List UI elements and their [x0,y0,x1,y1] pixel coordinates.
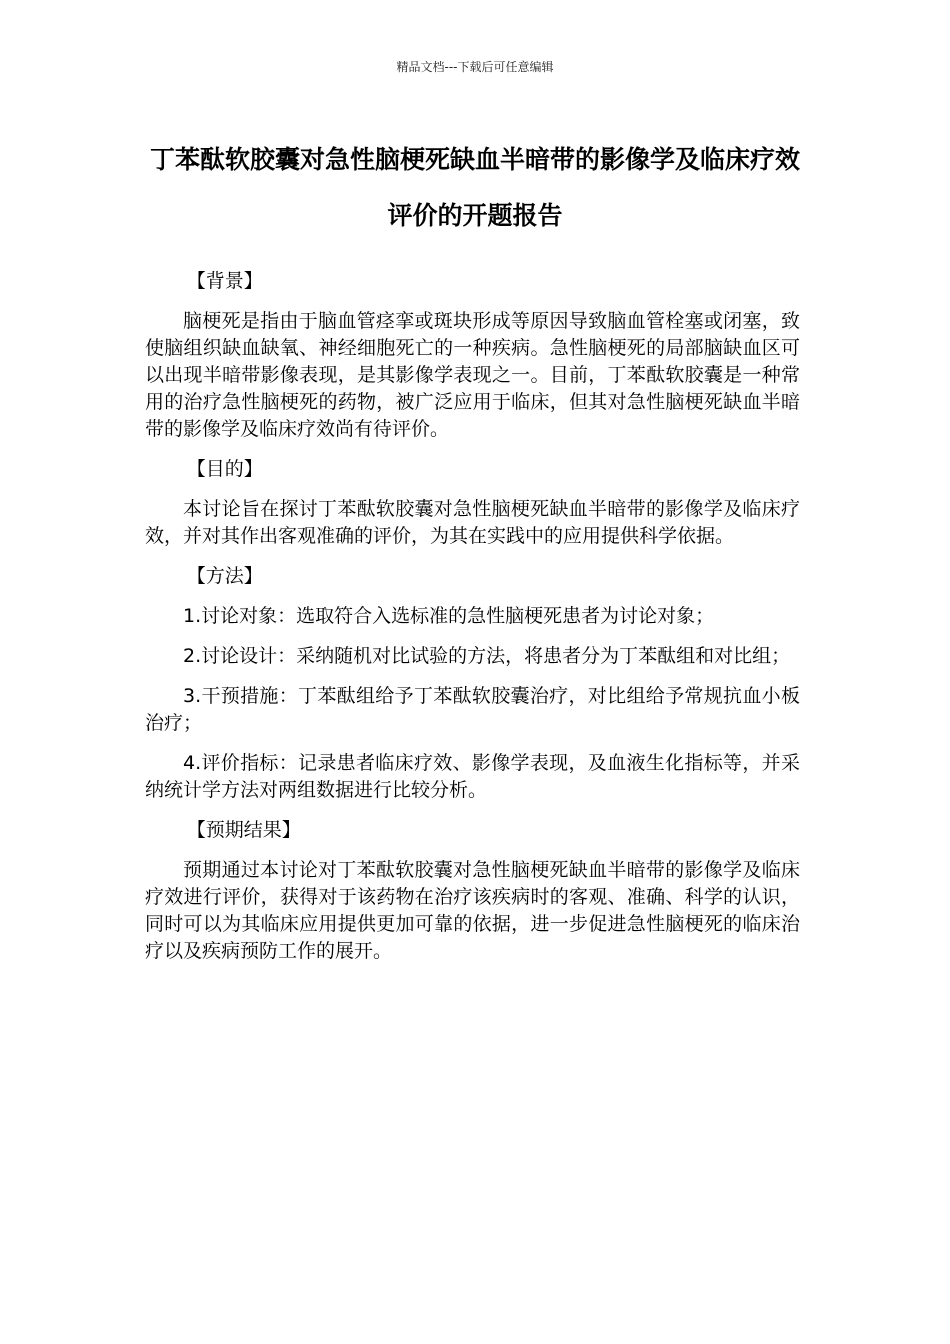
background-paragraph: 脑梗死是指由于脑血管痉挛或斑块形成等原因导致脑血管栓塞或闭塞，致使脑组织缺血缺氧、神经细胞死亡的一种疾病。急性脑梗死的局部脑缺血区可以出现半暗带影像表现，是其影像学表现之一。目前，丁苯酞软胶囊是一种常用的治疗急性脑梗死的药物，被广泛应用于临床，但其对急性脑梗死缺血半暗带的影像学及临床疗效尚有待评价。 [145,310,800,440]
purpose-paragraph: 本讨论旨在探讨丁苯酞软胶囊对急性脑梗死缺血半暗带的影像学及临床疗效，并对其作出客观准确的评价，为其在实践中的应用提供科学依据。 [145,498,800,547]
methods-heading: 【方法】 [186,565,263,587]
header-note: 精品文档---下载后可任意编辑 [396,60,554,74]
background-heading: 【背景】 [186,270,263,292]
expected-results-paragraph: 预期通过本讨论对丁苯酞软胶囊对急性脑梗死缺血半暗带的影像学及临床疗效进行评价，获得对于该药物在治疗该疾病时的客观、准确、科学的认识，同时可以为其临床应用提供更加可靠的依据，进一步促进急性脑梗死的临床治疗以及疾病预防工作的展开。 [145,859,800,962]
expected-results-heading: 【预期结果】 [186,819,301,841]
document-title: 丁苯酞软胶囊对急性脑梗死缺血半暗带的影像学及临床疗效评价的开题报告 [149,145,800,230]
document-body [145,268,800,978]
purpose-heading: 【目的】 [186,458,263,480]
method-item-intervention: 3.干预措施：丁苯酞组给予丁苯酞软胶囊治疗，对比组给予常规抗血小板治疗； [145,685,800,734]
method-item-evaluation: 4.评价指标：记录患者临床疗效、影像学表现，及血液生化指标等，并采纳统计学方法对两组数据进行比较分析。 [145,752,800,801]
method-item-design: 2.讨论设计：采纳随机对比试验的方法，将患者分为丁苯酞组和对比组； [183,645,791,667]
method-item-subjects: 1.讨论对象：选取符合入选标准的急性脑梗死患者为讨论对象； [183,605,715,627]
